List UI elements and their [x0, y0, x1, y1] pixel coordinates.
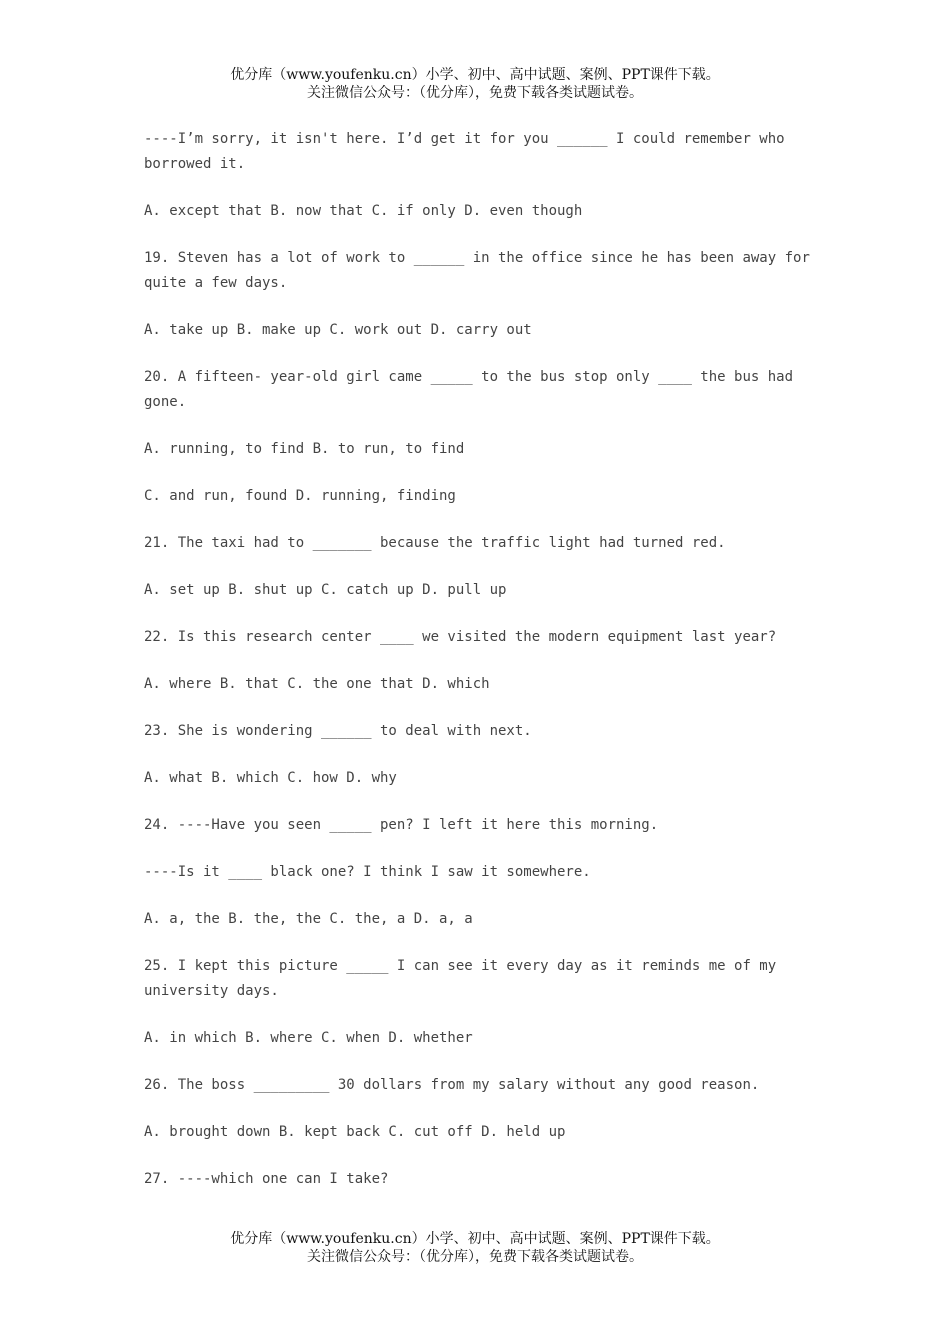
question-27: 27. ----which one can I take? [144, 1171, 389, 1187]
answer-options-24: A. a, the B. the, the C. the, a D. a, a [144, 911, 473, 927]
question-21: 21. The taxi had to _______ because the traffic light had turned red. [144, 535, 726, 551]
question-content [144, 127, 819, 1214]
answer-options-22: A. where B. that C. the one that D. which [144, 676, 490, 692]
answer-options-21: A. set up B. shut up C. catch up D. pull up [144, 582, 507, 598]
header-line-1: 优分库（www.youfenku.cn）小学、初中、高中试题、案例、PPT课件下载。 [230, 67, 720, 83]
footer-line-1: 优分库（www.youfenku.cn）小学、初中、高中试题、案例、PPT课件下载。 [230, 1231, 720, 1247]
answer-options-20-ab: A. running, to find B. to run, to find [144, 441, 465, 457]
question-26: 26. The boss _________ 30 dollars from my salary without any good reason. [144, 1077, 760, 1093]
question-24-reply: ----Is it ____ black one? I think I saw it somewhere. [144, 864, 591, 880]
question-23: 23. She is wondering ______ to deal with next. [144, 723, 532, 739]
answer-options-26: A. brought down B. kept back C. cut off D. held up [144, 1124, 566, 1140]
question-25: 25. I kept this picture _____ I can see it every day as it reminds me of my university days. [144, 958, 785, 999]
question-24: 24. ----Have you seen _____ pen? I left it here this morning. [144, 817, 659, 833]
answer-options-23: A. what B. which C. how D. why [144, 770, 397, 786]
page-footer [0, 1230, 950, 1266]
question-19: 19. Steven has a lot of work to ______ in the office since he has been away for quite a few days. [144, 250, 819, 291]
page-header [0, 66, 950, 102]
footer-line-2: 关注微信公众号：（优分库），免费下载各类试题试卷。 [307, 1249, 643, 1265]
question-20: 20. A fifteen- year-old girl came _____ to the bus stop only ____ the bus had gone. [144, 369, 802, 410]
header-line-2: 关注微信公众号：（优分库），免费下载各类试题试卷。 [307, 85, 643, 101]
question-22: 22. Is this research center ____ we visited the modern equipment last year? [144, 629, 777, 645]
question-text: ----I’m sorry, it isn't here. I’d get it for you ______ I could remember who borrowed it. [144, 131, 794, 172]
answer-options-20-cd: C. and run, found D. running, finding [144, 488, 456, 504]
answer-options-25: A. in which B. where C. when D. whether [144, 1030, 473, 1046]
answer-options: A. except that B. now that C. if only D. even though [144, 203, 583, 219]
answer-options-19: A. take up B. make up C. work out D. carry out [144, 322, 532, 338]
